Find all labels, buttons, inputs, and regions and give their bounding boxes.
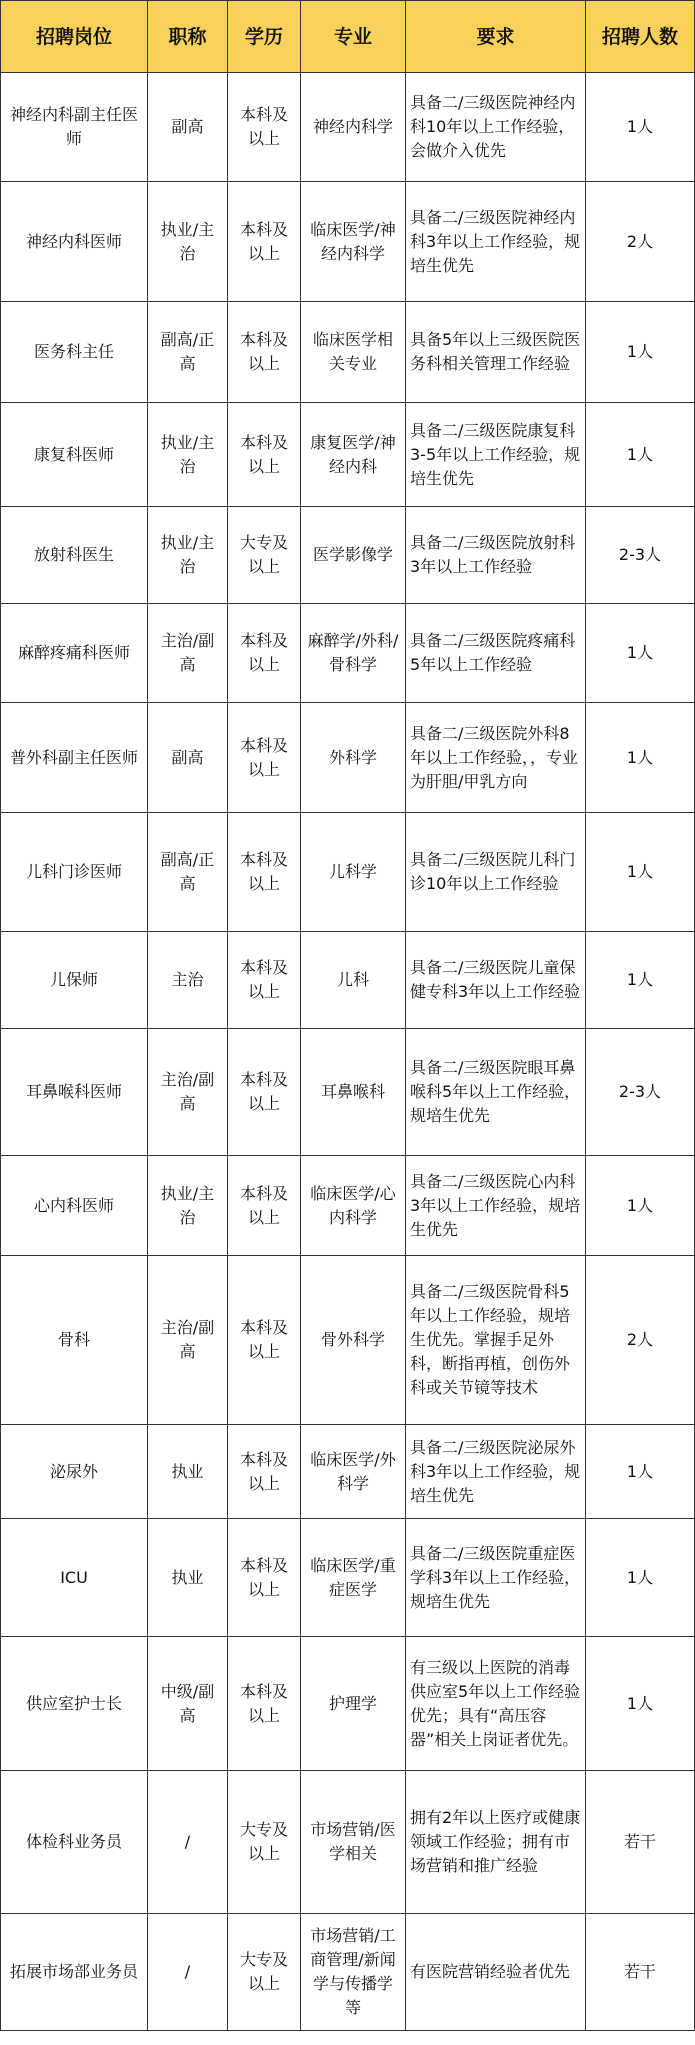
education-cell: 大专及以上	[228, 1771, 301, 1914]
title-cell: 执业/主治	[148, 182, 228, 302]
table-row	[1, 1425, 695, 1519]
headcount-cell: 1人	[586, 1425, 695, 1519]
header-row	[1, 1, 695, 73]
requirement-cell: 拥有2年以上医疗或健康领域工作经验；拥有市场营销和推广经验	[406, 1771, 586, 1914]
position-cell: 耳鼻喉科医师	[1, 1029, 148, 1156]
major-cell: 医学影像学	[301, 507, 406, 604]
requirement-cell: 具备二/三级医院神经内科3年以上工作经验，规培生优先	[406, 182, 586, 302]
table-row	[1, 1029, 695, 1156]
headcount-cell: 2人	[586, 182, 695, 302]
title-cell: 副高/正高	[148, 813, 228, 932]
title-cell: 主治/副高	[148, 604, 228, 703]
table-row	[1, 182, 695, 302]
position-cell: 供应室护士长	[1, 1637, 148, 1771]
education-cell: 大专及以上	[228, 1914, 301, 2031]
position-cell: 放射科医生	[1, 507, 148, 604]
headcount-cell: 1人	[586, 1519, 695, 1637]
requirement-cell: 具备二/三级医院心内科3年以上工作经验，规培生优先	[406, 1156, 586, 1256]
header-requirement: 要求	[406, 1, 586, 73]
major-cell: 外科学	[301, 703, 406, 813]
table-row	[1, 507, 695, 604]
education-cell: 本科及以上	[228, 182, 301, 302]
table-row	[1, 403, 695, 507]
requirement-cell: 具备二/三级医院儿科门诊10年以上工作经验	[406, 813, 586, 932]
requirement-cell: 具备二/三级医院放射科3年以上工作经验	[406, 507, 586, 604]
major-cell: 临床医学/外科学	[301, 1425, 406, 1519]
major-cell: 耳鼻喉科	[301, 1029, 406, 1156]
headcount-cell: 1人	[586, 703, 695, 813]
education-cell: 本科及以上	[228, 1029, 301, 1156]
major-cell: 护理学	[301, 1637, 406, 1771]
requirement-cell: 具备二/三级医院康复科3-5年以上工作经验，规培生优先	[406, 403, 586, 507]
table-row	[1, 1156, 695, 1256]
position-cell: 神经内科副主任医师	[1, 73, 148, 182]
requirement-cell: 有三级以上医院的消毒供应室5年以上工作经验优先；具有“高压容器”相关上岗证者优先。	[406, 1637, 586, 1771]
table-row	[1, 703, 695, 813]
requirement-cell: 具备二/三级医院神经内科10年以上工作经验，会做介入优先	[406, 73, 586, 182]
title-cell: 执业	[148, 1519, 228, 1637]
headcount-cell: 1人	[586, 932, 695, 1029]
requirement-cell: 具备二/三级医院骨科5年以上工作经验，规培生优先。掌握手足外科，断指再植，创伤外科或关节镜等技术	[406, 1256, 586, 1425]
position-cell: 康复科医师	[1, 403, 148, 507]
major-cell: 儿科学	[301, 813, 406, 932]
education-cell: 本科及以上	[228, 932, 301, 1029]
title-cell: 执业/主治	[148, 1156, 228, 1256]
position-cell: 体检科业务员	[1, 1771, 148, 1914]
major-cell: 骨外科学	[301, 1256, 406, 1425]
headcount-cell: 2-3人	[586, 507, 695, 604]
headcount-cell: 1人	[586, 813, 695, 932]
table-row	[1, 1914, 695, 2031]
title-cell: 执业	[148, 1425, 228, 1519]
requirement-cell: 具备5年以上三级医院医务科相关管理工作经验	[406, 302, 586, 403]
position-cell: 骨科	[1, 1256, 148, 1425]
education-cell: 大专及以上	[228, 507, 301, 604]
table-row	[1, 73, 695, 182]
requirement-cell: 具备二/三级医院重症医学科3年以上工作经验，规培生优先	[406, 1519, 586, 1637]
position-cell: 麻醉疼痛科医师	[1, 604, 148, 703]
education-cell: 本科及以上	[228, 813, 301, 932]
table-row	[1, 932, 695, 1029]
major-cell: 市场营销/医学相关	[301, 1771, 406, 1914]
requirement-cell: 有医院营销经验者优先	[406, 1914, 586, 2031]
major-cell: 儿科	[301, 932, 406, 1029]
title-cell: 中级/副高	[148, 1637, 228, 1771]
table-row	[1, 1256, 695, 1425]
title-cell: 主治/副高	[148, 1029, 228, 1156]
table-row	[1, 604, 695, 703]
education-cell: 本科及以上	[228, 1519, 301, 1637]
education-cell: 本科及以上	[228, 403, 301, 507]
major-cell: 临床医学相关专业	[301, 302, 406, 403]
position-cell: 拓展市场部业务员	[1, 1914, 148, 2031]
header-major: 专业	[301, 1, 406, 73]
education-cell: 本科及以上	[228, 1425, 301, 1519]
header-education: 学历	[228, 1, 301, 73]
headcount-cell: 1人	[586, 403, 695, 507]
table-row	[1, 1519, 695, 1637]
headcount-cell: 2人	[586, 1256, 695, 1425]
table-row	[1, 1771, 695, 1914]
title-cell: 副高	[148, 703, 228, 813]
education-cell: 本科及以上	[228, 1256, 301, 1425]
headcount-cell: 若干	[586, 1771, 695, 1914]
headcount-cell: 1人	[586, 604, 695, 703]
requirement-cell: 具备二/三级医院儿童保健专科3年以上工作经验	[406, 932, 586, 1029]
table-row	[1, 1637, 695, 1771]
position-cell: 泌尿外	[1, 1425, 148, 1519]
major-cell: 麻醉学/外科/骨科学	[301, 604, 406, 703]
title-cell: /	[148, 1771, 228, 1914]
position-cell: 普外科副主任医师	[1, 703, 148, 813]
title-cell: 主治/副高	[148, 1256, 228, 1425]
title-cell: /	[148, 1914, 228, 2031]
major-cell: 临床医学/重症医学	[301, 1519, 406, 1637]
education-cell: 本科及以上	[228, 1637, 301, 1771]
header-headcount: 招聘人数	[586, 1, 695, 73]
education-cell: 本科及以上	[228, 302, 301, 403]
header-position: 招聘岗位	[1, 1, 148, 73]
title-cell: 副高	[148, 73, 228, 182]
position-cell: 神经内科医师	[1, 182, 148, 302]
position-cell: 心内科医师	[1, 1156, 148, 1256]
major-cell: 临床医学/心内科学	[301, 1156, 406, 1256]
headcount-cell: 1人	[586, 1637, 695, 1771]
header-title: 职称	[148, 1, 228, 73]
position-cell: 儿保师	[1, 932, 148, 1029]
headcount-cell: 1人	[586, 302, 695, 403]
education-cell: 本科及以上	[228, 1156, 301, 1256]
position-cell: 儿科门诊医师	[1, 813, 148, 932]
position-cell: ICU	[1, 1519, 148, 1637]
title-cell: 主治	[148, 932, 228, 1029]
requirement-cell: 具备二/三级医院泌尿外科3年以上工作经验，规培生优先	[406, 1425, 586, 1519]
education-cell: 本科及以上	[228, 73, 301, 182]
education-cell: 本科及以上	[228, 703, 301, 813]
major-cell: 市场营销/工商管理/新闻学与传播学等	[301, 1914, 406, 2031]
table-row	[1, 813, 695, 932]
requirement-cell: 具备二/三级医院疼痛科5年以上工作经验	[406, 604, 586, 703]
major-cell: 神经内科学	[301, 73, 406, 182]
major-cell: 康复医学/神经内科	[301, 403, 406, 507]
table-row	[1, 302, 695, 403]
headcount-cell: 若干	[586, 1914, 695, 2031]
title-cell: 执业/主治	[148, 403, 228, 507]
headcount-cell: 1人	[586, 73, 695, 182]
headcount-cell: 1人	[586, 1156, 695, 1256]
requirement-cell: 具备二/三级医院眼耳鼻喉科5年以上工作经验，规培生优先	[406, 1029, 586, 1156]
position-cell: 医务科主任	[1, 302, 148, 403]
requirement-cell: 具备二/三级医院外科8年以上工作经验，，专业为肝胆/甲乳方向	[406, 703, 586, 813]
headcount-cell: 2-3人	[586, 1029, 695, 1156]
education-cell: 本科及以上	[228, 604, 301, 703]
title-cell: 副高/正高	[148, 302, 228, 403]
major-cell: 临床医学/神经内科学	[301, 182, 406, 302]
title-cell: 执业/主治	[148, 507, 228, 604]
